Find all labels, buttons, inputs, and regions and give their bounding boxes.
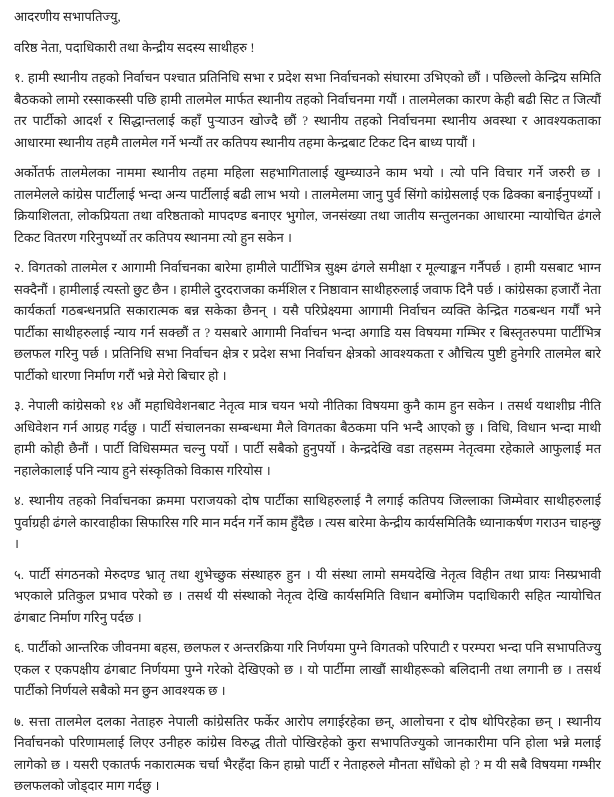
paragraph-4: ३. नेपाली कांग्रेसको १४ औं महाधिवेशनबाट नेतृत्व मात्र चयन भयो नीतिका विषयमा कुनै काम हुन सकेन । तसर्थ यथाशीघ्र नीति अधिवेशन गर्न आग्रह गर्दछु । पार्टी संचालनका सम्बन्धमा मैले विगतका बैठकमा पनि भन्दै आएको छु । विधि, विधान भन्दा माथी हामी कोही छैनौं । पार्टी विधिसम्मत चल्नु पर्यो । पार्टी सबैको हुनुपर्यो । केन्द्रदेखि वडा तहसम्म नेतृत्वमा रहेकाले आफुलाई मत नहालेकालाई पनि न्याय हुने संस्कृतिको विकास गरियोस । bbox=[14, 398, 601, 478]
paragraph-8: ७. सत्ता तालमेल दलका नेताहरु नेपाली कांग्रेसतिर फर्केर आरोप लगाईरहेका छन्, आलोचना र दोष थोपिरहेका छन् । स्थानीय निर्वाचनको परिणामलाई लिएर उनीहरु कांग्रेस विरुद्ध तीतो पोखिरहेको कुरा सभापतिज्युको जानकारीमा पनि होला भन्ने मलाई लागेको छ । यसरी एकातर्फ नकारात्मक चर्चा भैरहँदा किन हाम्रो पार्टी र नेताहरुले मौनता साँधेको हो ? म यी सबै विषयमा गम्भीर छलफलको जोड्दार माग गर्दछु । bbox=[14, 713, 601, 793]
greeting-line: वरिष्ठ नेता, पदाधिकारी तथा केन्द्रीय सदस्य साथीहरु ! bbox=[14, 39, 255, 55]
paragraph-6: ५. पार्टी संगठनको मेरुदण्ड भ्रातृ तथा शुभेच्छुक संस्थाहरु हुन । यी संस्था लामो समयदेखि नेतृत्व विहीन तथा प्रायः निस्प्रभावी भएकाले प्रतिकुल प्रभाव परेको छ । तसर्थ यी संस्थाको नेतृत्व देखि कार्यसमिति विधान बमोजिम पदाधिकारी सहित न्यायोचित ढंगबाट निर्माण गरिनु पर्दछ । bbox=[14, 566, 601, 625]
paragraph-7: ६. पार्टीको आन्तरिक जीवनमा बहस, छलफल र अन्तरक्रिया गरि निर्णयमा पुग्ने विगतको परिपाटी र परम्परा भन्दा पनि सभापतिज्यु एकल र एकपक्षीय ढंगबाट निर्णयमा पुग्ने गरेको देखिएको छ । यो पार्टीमा लाखौं साथीहरूको बलिदानी तथा लगानी छ । तसर्थ पार्टीको निर्णयले सबैको मन छुन आवश्यक छ । bbox=[14, 640, 601, 698]
salutation-line: आदरणीय सभापतिज्यु, bbox=[14, 9, 121, 24]
paragraph-3: २. विगतको तालमेल र आगामी निर्वाचनका बारेमा हामीले पार्टीभित्र सुक्ष्म ढंगले समीक्षा र मूल्याङ्कन गर्नैपर्छ । हामी यसबाट भाग्न सक्दैनौं । हामीलाई त्यस्तो छुट छैन । हामीले दुरदराजका कर्मशिल र निष्ठावान साथीहरुलाई जवाफ दिनै पर्छ । कांग्रेसका हजारौं नेता कार्यकर्ता गठबन्धनप्रति सकारात्मक बन्न सकेका छैनन् । यसै परिप्रेक्ष्यमा आगामी निर्वाचन व्यक्ति केन्द्रित गठबन्धन गर्यौं भने पार्टीका साथीहरुलाई न्याय गर्न सक्छौं त ? यसबारे आगामी निर्वाचन भन्दा अगाडि यस विषयमा गम्भिर र बिस्तृतरुपमा पार्टीभित्र छलफल गरिनु पर्छ । प्रतिनिधि सभा निर्वाचन क्षेत्र र प्रदेश सभा निर्वाचन क्षेत्रको आवश्यकता र औचित्य पुष्टी हुनेगरि तालमेल बारे पार्टीको धारणा निर्माण गरौं भन्ने मेरो बिचार हो । bbox=[14, 260, 601, 383]
paragraph-2: अर्कोतर्फ तालमेलका नाममा स्थानीय तहमा महिला सहभागितालाई खुम्च्याउने काम भयो । त्यो पनि विचार गर्ने जरुरी छ । तालमेलले कांग्रेस पार्टीलाई भन्दा अन्य पार्टीलाई बढी लाभ भयो । तालमेलमा जानु पुर्व सिंगो कांग्रेसलाई एक ढिक्का बनाईनुपर्थ्यो । क्रियाशिलता, लोकप्रियता तथा वरिष्ठताको मापदण्ड बनाएर भुगोल, जनसंख्या तथा जातीय सन्तुलनका आधारमा न्यायोचित ढंगले टिकट वितरण गरिनुपर्थ्यो तर कतिपय स्थानमा त्यो हुन सकेन । bbox=[14, 165, 601, 245]
paragraph-1: १. हामी स्थानीय तहको निर्वाचन पश्चात प्रतिनिधि सभा र प्रदेश सभा निर्वाचनको संघारमा उभिएको छौं । पछिल्लो केन्द्रिय समिति बैठकको लामो रस्साकस्सी पछि हामी तालमेल मार्फत स्थानीय तहको निर्वाचनमा गयौं । तालमेलका कारण केही बढी सिट त जित्यौं तर पार्टीको आदर्श र सिद्धान्तलाई कहाँ पुर्‍याउन खोज्दै छौं ? स्थानीय तहको निर्वाचनमा स्थानीय अवस्था र आवश्यकताका आधारमा स्थानीय तहमै तालमेल गर्ने भन्यौं तर कतिपय स्थानीय तहमा केन्द्रबाट टिकट दिन बाध्य पायौं । bbox=[14, 70, 601, 150]
paragraph-5: ४. स्थानीय तहको निर्वाचनका क्रममा पराजयको दोष पार्टीका साथिहरुलाई नै लगाई कतिपय जिल्लाका जिम्मेवार साथीहरुलाई पुर्वाग्रही ढंगले कारवाहीका सिफारिस गरि मान मर्दन गर्ने काम हुँदैछ । त्यस बारेमा केन्द्रीय कार्यसमितिकै ध्यानाकर्षण गराउन चाहन्छु । bbox=[14, 493, 601, 551]
